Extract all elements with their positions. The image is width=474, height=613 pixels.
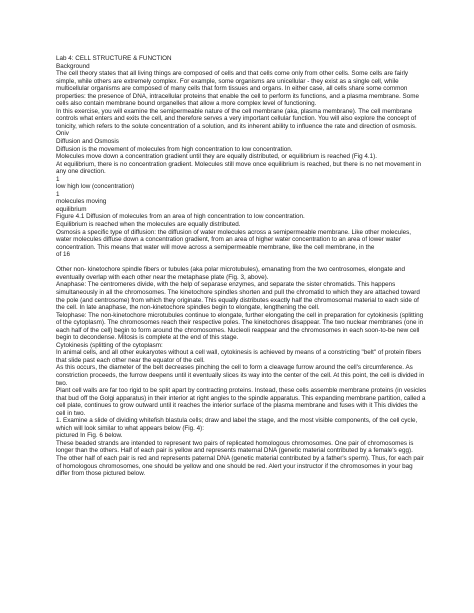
paragraph-diffusion: Diffusion is the movement of molecules from high concentration to low concentration. [56, 145, 293, 153]
paragraph-exercise-1: 1. Examine a slide of dividing whitefish blastula cells; draw and label the stage, and the most visible components, of the cell cycle, which will look similar to what appears below (Fig. 4): [56, 417, 418, 432]
paragraph-equilibrium: At equilibrium, there is no concentration gradient. Molecules still move once equilibrium is reached, but there is no net movement in any one direction. [56, 160, 422, 176]
paragraph-polar-microtubules: Other non- kinetochore spindle fibers or tubules (aka polar microtubules), emanating from the two centrosomes, elongate and eventually overlap with each other near the metaphase plate (Fig. 3, above). [56, 266, 405, 281]
heading-background: Background [56, 62, 90, 70]
document-text [56, 55, 428, 478]
paragraph-telophase: Telophase: The non-kinetochore microtubules continue to elongate, further elongating the cell in preparation for cytokinesis (splitting of the cytoplasm). The chromosomes reach their respective poles. The kinetochores disappear. The two nuclear membranes (one in each half of the cell) begin to form around the chromosomes. Nucleoli reappear and the chromosomes in each soon-to-be new cell begin to decondense. Mitosis is complete at the end of this stage. [56, 311, 424, 342]
spacer [56, 259, 428, 267]
heading-cytokinesis: Cytokinesis (splitting of the cytoplasm: [56, 341, 163, 349]
paragraph-paternal: The other half of each pair is red and represents paternal DNA (genetic material contributed by a father's sperm). Thus, for each pair of homologous chromosomes, one should be yellow and one should be red. Alert your instructor if the chromosomes in your bag differ from those pictured below. [56, 454, 424, 478]
figure-label: low high low (concentration) [56, 183, 135, 191]
paragraph-plant-cells: Plant cell walls are far too rigid to be split apart by contracting proteins. Instead, these cells assemble membrane proteins (in vesicles that bud off the Golgi apparatus) in their interior at right angles to the spindle apparatus. This expanding membrane partition, called a cell plate, continues to grow outward until it reaches the interior surface of the plasma membrane and fuses with it This divides the cell in two. [56, 387, 427, 417]
figure-label: molecules moving [56, 198, 107, 206]
paragraph-osmosis: Osmosis a specific type of diffusion: the diffusion of water molecules across a semipermeable membrane. Like other molecules, water molecules diffuse down a concentration gradient, from an area of higher water concentration to an area of lower water concentration. This means that water will move across a semipermeable membrane, like the cell membrane, in the [56, 228, 412, 251]
text-line: Oniv [56, 130, 69, 138]
doc-title: Lab 4: CELL STRUCTURE & FUNCTION [56, 55, 172, 62]
paragraph-exercise: In this exercise, you will examine the semipermeable nature of the cell membrane (aka, plasma membrane). The cell membrane controls what enters and exits the cell, and therefore serves a very important cellular function. You will also explore the concept of tonicity, which refers to the solute concentration of a solution, and its inherent ability to influence the rate and direction of osmosis. [56, 107, 417, 130]
paragraph-gradient: Molecules move down a concentration gradient until they are equally distributed, or equilibrium is reached (Fig 4.1). [56, 153, 377, 161]
text-line: pictured In Fig. 6 below. [56, 432, 123, 440]
paragraph-beaded-strands: These beaded strands are intended to represent two pairs of replicated homologous chromosomes. One pair of chromosomes is longer than the others. Half of each pair is yellow and represents maternal DNA (genetic material contributed by a female's egg). [56, 439, 414, 455]
paragraph-animal-cytokinesis: In animal cells, and all other eukaryotes without a cell wall, cytokinesis is achieved by means of a constricting "belt" of protein fibers that slide past each other near the equator of the cell. [56, 349, 422, 364]
figure-caption: Figure 4.1 Diffusion of molecules from an area of high concentration to low concentration. [56, 213, 305, 221]
paragraph-cleavage-furrow: As this occurs, the diameter of the belt decreases pinching the cell to form a cleavage furrow around the cell's circumference. As constriction proceeds, the furrow deepens until it eventually slices its way into the center of the cell. At this point, the cell is divided in two. [56, 364, 425, 387]
heading-diffusion-osmosis: Diffusion and Osmosis [56, 138, 119, 146]
figure-caption-2: Equilibrium is reached when the molecules are equally distributed. [56, 221, 241, 229]
figure-label: 1 [56, 175, 60, 183]
page-number: of 16 [56, 251, 71, 259]
figure-label: equilibrium [56, 205, 87, 213]
figure-label: 1 [56, 190, 60, 198]
paragraph-anaphase: Anaphase: The centromeres divide, with the help of separase enzymes, and separate the sister chromatids. This happens simultaneously in all the chromosomes. The kinetochore spindles shorten and pull the chromatid to which they are attached toward the pole (and centrosome) from which they originate. This equally distributes exactly half the chromosomal material to each side of the cell. In late anaphase, the non-kinetochore spindles begin to elongate, lengthening the cell. [56, 281, 420, 312]
paragraph-cell-theory: The cell theory states that all living things are composed of cells and that cells come only from other cells. Some cells are fairly simple, while others are extremely complex. For example, some organisms are unicellular - they exist as a single cell, while multicellular organisms are composed of many cells that form tissues and organs. In either case, all cells share some common properties: the presence of DNA, intracellular proteins that enable the cell to perform its functions, and a plasma membrane. Some cells also contain membrane bound organelles that allow a more complex level of functioning. [56, 70, 419, 108]
